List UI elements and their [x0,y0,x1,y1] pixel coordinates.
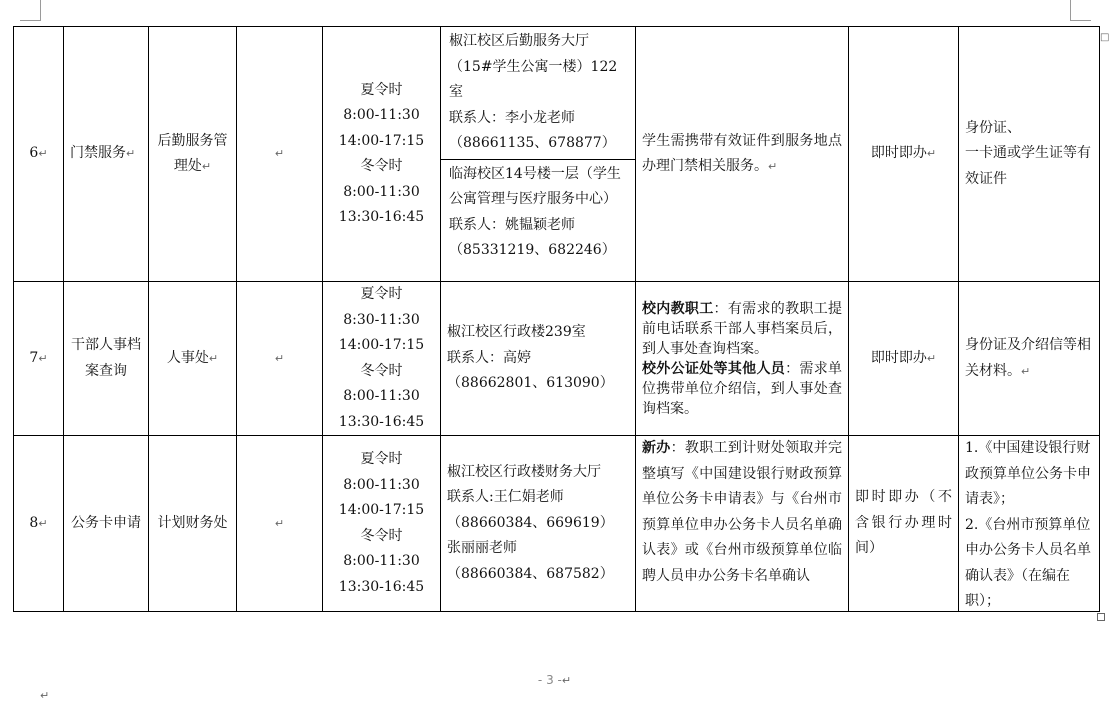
service-table [13,26,1100,612]
table-row [14,27,1100,282]
service-description: 校内教职工：有需求的教职工提前电话联系干部人事档案员后，到人事处查询档案。 校外公证处等其他人员：需求单位携带单位介绍信，到人事处查询档案。 [636,282,849,436]
crop-mark-right-v [1070,0,1071,20]
service-location: 椒江校区行政楼239室 联系人：高婷 （88662801、613090） [441,282,636,436]
service-item: 干部人事档案查询 [64,282,149,436]
required-materials: 身份证及介绍信等相关材料。↵ [959,282,1100,436]
empty-cell: ↵ [237,282,323,436]
processing-time: 即时即办↵ [849,27,959,282]
service-description: 新办：教职工到计财处领取并完整填写《中国建设银行财政预算单位公务卡申请表》与《台州市预算单位申办公务卡人员名单确认表》或《台州市级预算单位临聘人员申办公务卡名单确认 [636,436,849,612]
processing-time: 即时即办↵ [849,282,959,436]
table-row [14,282,1100,436]
row-number: 8↵ [14,436,64,612]
service-item: 公务卡申请 [64,436,149,612]
processing-time: 即时即办（不含银行办理时间） [849,436,959,612]
location-block: 椒江校区后勤服务大厅（15#学生公寓一楼）122室 联系人：李小龙老师 （88661135、678877） [449,33,618,151]
empty-cell: ↵ [237,436,323,612]
table-anchor-mark: □ [1100,32,1109,43]
row-number: 7↵ [14,282,64,436]
required-materials: 1.《中国建设银行财政预算单位公务卡申请表》； 2.《台州市预算单位申办公务卡人员名单确认表》（在编在职）； [959,436,1100,612]
service-department: 计划财务处 [149,436,237,612]
crop-mark-left-h [20,20,41,21]
location-block: 临海校区14号楼一层（学生公寓管理与医疗服务中心） 联系人：姚韫颖老师 （85331219、682246） [441,159,635,266]
crop-mark-right-h [1070,20,1091,21]
empty-cell: ↵ [237,27,323,282]
service-description: 学生需携带有效证件到服务地点办理门禁相关服务。↵ [636,27,849,282]
table-end-mark [1097,613,1105,621]
paragraph-mark: ↵ [40,689,50,702]
table-row [14,436,1100,612]
office-hours: 夏令时 8:30-11:30 14:00-17:15 冬令时 8:00-11:30 13:30-16:45 [323,282,441,436]
row-number: 6↵ [14,27,64,282]
service-department: 后勤服务管理处↵ [149,27,237,282]
service-location: 椒江校区行政楼财务大厅 联系人:王仁娟老师 （88660384、669619） 张丽丽老师 （88660384、687582） [441,436,636,612]
service-department: 人事处↵ [149,282,237,436]
required-materials: 身份证、 一卡通或学生证等有效证件 [959,27,1100,282]
page-number: - 3 -↵ [537,673,572,687]
service-item: 门禁服务↵ [64,27,149,282]
service-location [441,27,636,282]
office-hours: 夏令时 8:00-11:30 14:00-17:15 冬令时 8:00-11:30 13:30-16:45 [323,27,441,282]
office-hours: 夏令时 8:00-11:30 14:00-17:15 冬令时 8:00-11:30 13:30-16:45 [323,436,441,612]
crop-mark-left-v [40,0,41,20]
